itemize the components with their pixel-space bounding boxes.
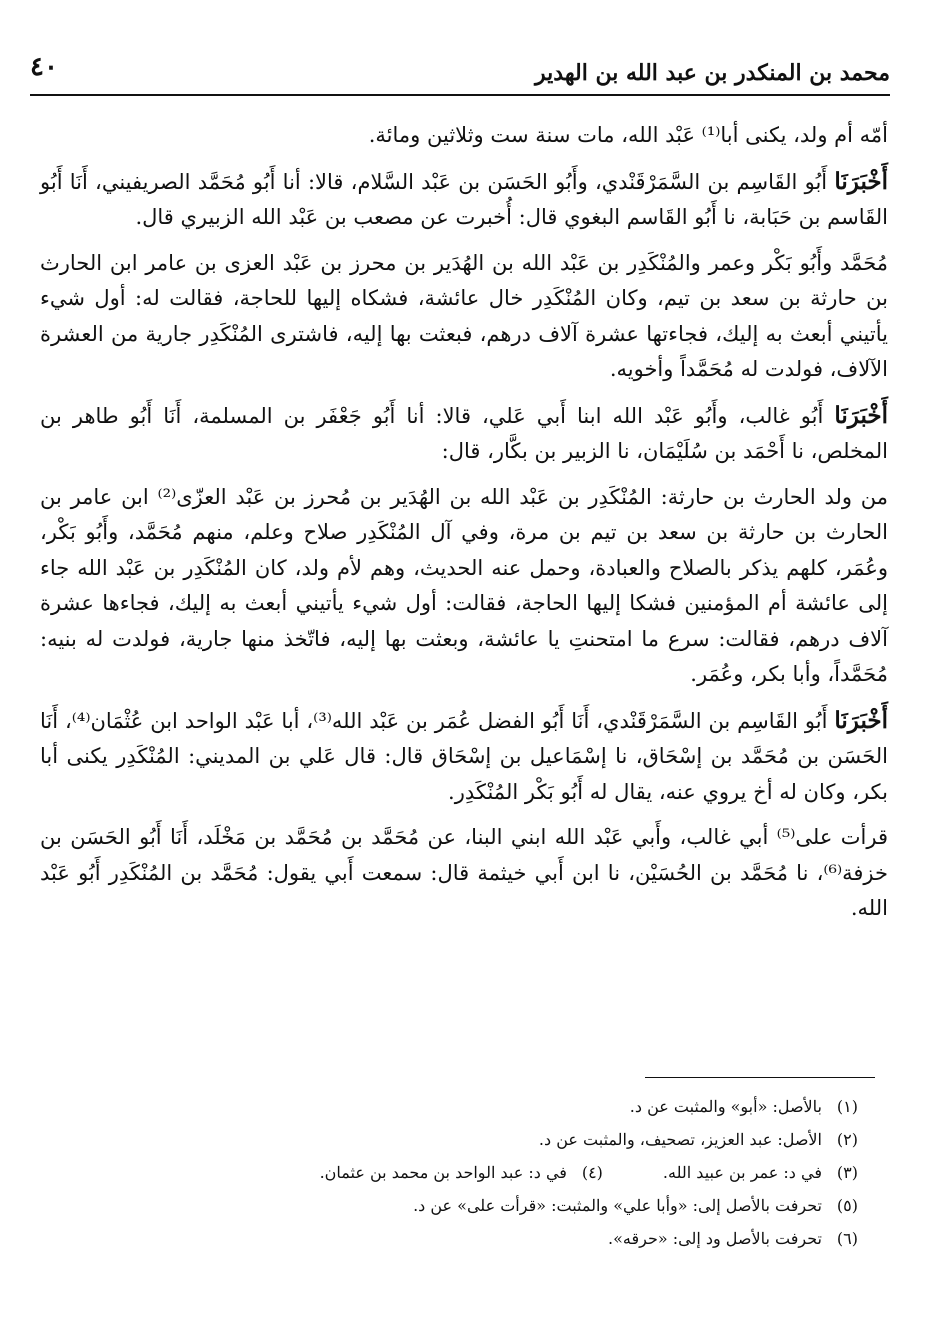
footnote-text: في د: عبد الواحد بن محمد بن عثمان. [319, 1163, 567, 1182]
footnote-text: بالأصل: «أبو» والمثبت عن د. [629, 1097, 822, 1116]
paragraph-text: قرأت على⁽⁵⁾ أبي غالب، وأَبي عَبْد الله ابني البنا، عن مُحَمَّد بن مُحَمَّد بن مَخْلَد، أَنَا أَبُو الحَسَن بن خزفة⁽⁶⁾، نا مُحَمَّد بن الحُسَيْن، نا ابن أَبي خيثمة قال: سمعت أَبي يقول: مُحَمَّد بن المُنْكَدِر أَبُو عَبْد الله. [40, 825, 888, 920]
header-divider [30, 94, 890, 96]
footnote [320, 1156, 603, 1189]
footnote-number: (٥) [836, 1196, 858, 1215]
paragraph [40, 246, 888, 388]
footnote-text: تحرفت بالأصل ود إلى: «حرقه». [608, 1229, 822, 1248]
page-number: ٤٠ [30, 52, 58, 82]
footnote [40, 1189, 858, 1222]
footnote [40, 1123, 858, 1156]
akhbarana-keyword: أَخْبَرَنَا [834, 706, 888, 734]
paragraph-text: أمّه أم ولد، يكنى أبا⁽¹⁾ عَبْد الله، مات سنة ست وثلاثين ومائة. [368, 123, 888, 147]
header-title: محمد بن المنكدر بن عبد الله بن الهدير [535, 60, 890, 86]
footnotes [40, 1090, 858, 1255]
paragraph [40, 820, 888, 927]
paragraph [40, 480, 888, 693]
akhbarana-keyword: أَخْبَرَنَا [834, 167, 888, 195]
footnote-text: تحرفت بالأصل إلى: «وأبا علي» والمثبت: «قرأت على» عن د. [413, 1196, 822, 1215]
footnote-number: (١) [836, 1097, 858, 1116]
paragraph [40, 118, 888, 154]
footnote-number: (٤) [581, 1163, 603, 1182]
footnote-divider [645, 1077, 875, 1078]
footnote [40, 1222, 858, 1255]
main-text [40, 118, 888, 937]
paragraph [40, 703, 888, 811]
running-header [30, 52, 890, 92]
footnote-text: في د: عمر بن عبيد الله. [662, 1163, 822, 1182]
paragraph [40, 398, 888, 470]
akhbarana-keyword: أَخْبَرَنَا [834, 401, 888, 429]
footnote-number: (٢) [836, 1130, 858, 1149]
paragraph-text: من ولد الحارث بن حارثة: المُنْكَدِر بن عَبْد الله بن الهُدَير بن مُحرز بن عَبْد العزّى⁽²⁾ ابن عامر بن الحارث بن حارثة بن سعد بن تيم بن مرة، وفي آل المُنْكَدِر صلاح وعلم، منهم مُحَمَّد، وأَبُو بَكْر، وعُمَر، كلهم يذكر بالصلاح والعبادة، وحمل عنه الحديث، وهم لأم ولد، كان المُنْكَدِر بن عَبْد الله جاء إلى عائشة أم المؤمنين فشكا إليها الحاجة، فقالت: أول شيء يأتيني أبعث به إليك، فجاءها عشرة آلاف درهم، فقالت: سرع ما امتحنتِ يا عائشة، وبعثت بها إليه، فاتّخذ منها جارية، فولدت له بنيه: مُحَمَّداً، وأبا بكر، وعُمَر. [40, 484, 888, 686]
paragraph-text: أَبُو القَاسِم بن السَّمَرْقَنْدي، أَنَا أَبُو الفضل عُمَر بن عَبْد الله⁽³⁾، أبا عَبْد الواحد ابن عُثْمَان⁽⁴⁾، أَنَا الحَسَن بن مُحَمَّد بن إسْحَاق، نا إسْمَاعيل بن إسْحَاق قال: قال عَلي بن المديني: المُنْكَدِر يكنى أبا بكر، وكان له أخ يروي عنه، يقال له أَبُو بَكْر المُنْكَدِر. [40, 708, 888, 804]
paragraph-text: أَبُو القَاسِم بن السَّمَرْقَنْدي، وأَبُو الحَسَن بن عَبْد السَّلام، قالا: أنا أَبُو مُحَمَّد الصريفيني، أَنَا أَبُو القَاسم بن حَبَابة، نا أَبُو القَاسم البغوي قال: أُخبرت عن مصعب بن عَبْد الله الزبيري قال. [40, 169, 888, 229]
footnote-number: (٦) [836, 1229, 858, 1248]
footnote-text: الأصل: عبد العزيز، تصحيف، والمثبت عن د. [538, 1130, 822, 1149]
footnote [40, 1090, 858, 1123]
footnote [40, 1156, 858, 1189]
paragraph [40, 164, 888, 236]
paragraph-text: مُحَمَّد وأَبُو بَكْر وعمر والمُنْكَدِر بن عَبْد الله بن الهُدَير بن محرز بن عَبْد العزى بن عامر ابن الحارث بن حارثة بن سعد بن تيم، وكان المُنْكَدِر خال عائشة، فشكاه إليها للحاجة، فقالت له: أول شيء يأتيني أبعث به إليك، فجاءتها عشرة آلاف درهم، فبعثت بها إليه، فاشترى المُنْكَدِر جارية من العشرة الآلاف، فولدت له مُحَمَّداً وأخويه. [40, 250, 888, 381]
paragraph-text: أَبُو غالب، وأَبُو عَبْد الله ابنا أَبي عَلي، قالا: أنا أَبُو جَعْفَر بن المسلمة، أَنَا أَبُو طاهر بن المخلص، نا أَحْمَد بن سُلَيْمَان، نا الزبير بن بكَّار، قال: [40, 403, 888, 463]
footnote-number: (٣) [836, 1163, 858, 1182]
